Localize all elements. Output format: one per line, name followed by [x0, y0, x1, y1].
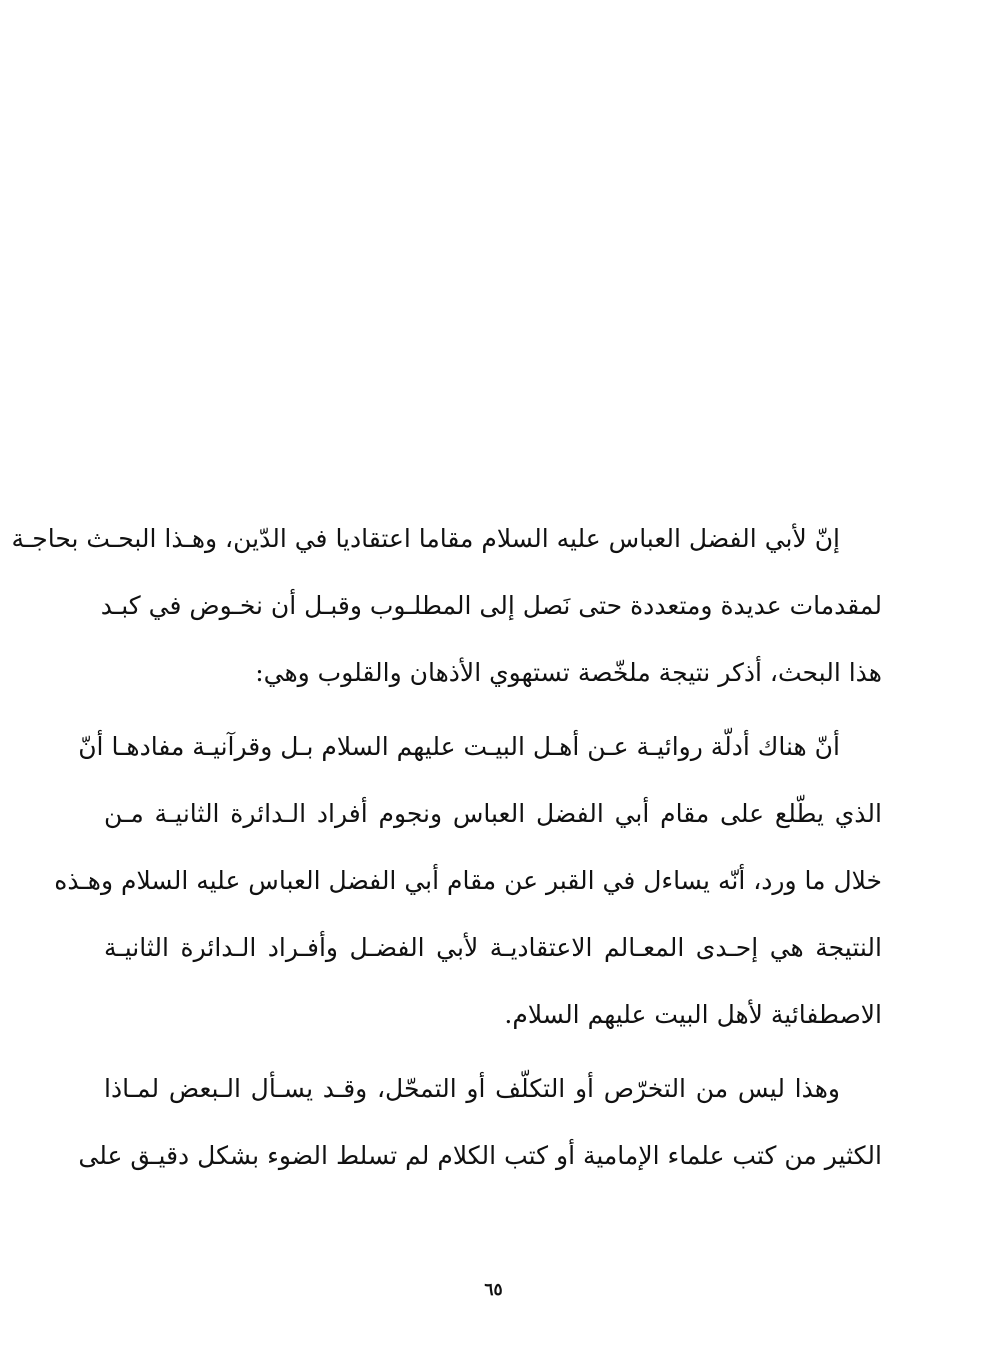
paragraph-line: الكثير من كتب علماء الإمامية أو كتب الكلام لم تسلط الضوء بشكل دقيـق على	[78, 1141, 882, 1170]
paragraph-line: لمقدمات عديدة ومتعددة حتى نَصل إلى المطلـوب وقبـل أن نخـوض في كبـد	[100, 591, 882, 620]
paragraph-1	[11, 505, 882, 706]
paragraph-line: خلال ما ورد، أنّه يساءل في القبر عن مقام أبي الفضل العباس عليه السلام وهـذه	[54, 866, 882, 895]
paragraph-line: النتيجة هي إحـدى المعـالم الاعتقاديـة لأبي الفضـل وأفـراد الـدائرة الثانيـة	[104, 933, 882, 962]
paragraph-line: الاصطفائية لأهل البيت عليهم السلام.	[504, 1000, 882, 1029]
paragraph-line: هذا البحث، أذكر نتيجة ملخّصة تستهوي الأذهان والقلوب وهي:	[255, 658, 882, 687]
paragraph-3	[78, 1055, 882, 1189]
body-text	[11, 505, 882, 1189]
page-number: ٦٥	[484, 1280, 503, 1300]
paragraph-line: الذي يطّلع على مقام أبي الفضل العباس ونجوم أفراد الـدائرة الثانيـة مـن	[104, 799, 882, 828]
paragraph-line: أنّ هناك أدلّة روائيـة عـن أهـل البيـت عليهم السلام بـل وقرآنيـة مفادهـا أنّ	[78, 732, 840, 761]
paragraph-line: إنّ لأبي الفضل العباس عليه السلام مقاما اعتقاديا في الدّين، وهـذا البحـث بحاجـة	[11, 524, 840, 553]
paragraph-gap	[104, 706, 882, 713]
paragraph-line: وهذا ليس من التخرّص أو التكلّف أو التمحّل، وقـد يسـأل الـبعض لمـاذا	[104, 1074, 840, 1103]
paragraph-gap	[104, 1048, 882, 1055]
paragraph-2	[54, 713, 882, 1048]
